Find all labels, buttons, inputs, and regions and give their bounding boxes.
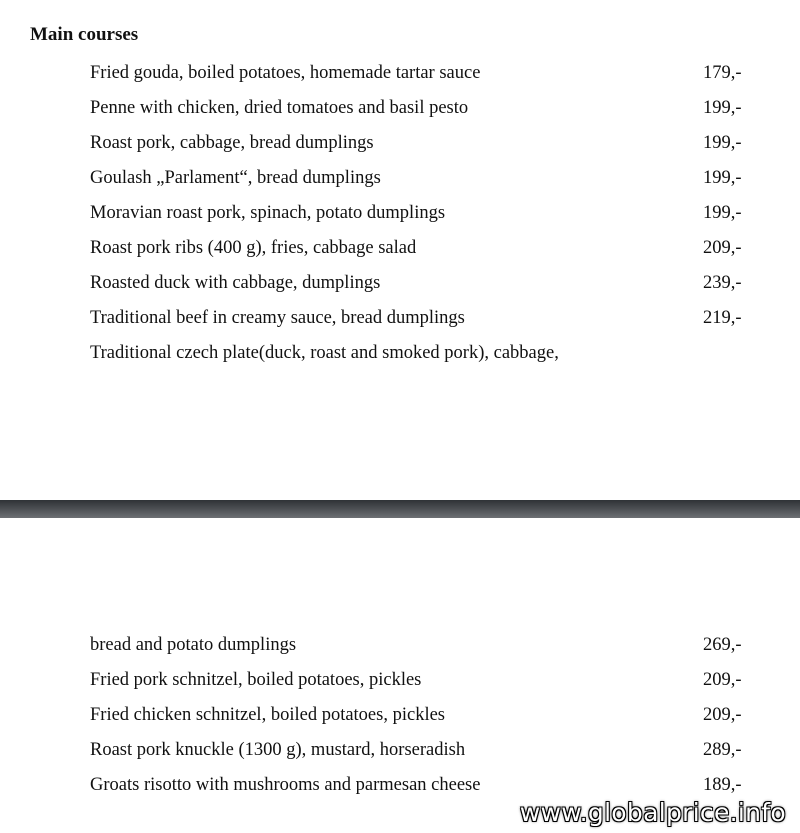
dish-name: Fried gouda, boiled potatoes, homemade tartar sauce bbox=[90, 63, 481, 83]
menu-item bbox=[90, 235, 750, 261]
menu-item bbox=[90, 632, 750, 658]
menu-item bbox=[90, 772, 750, 798]
dish-name: Fried pork schnitzel, boiled potatoes, pickles bbox=[90, 670, 422, 690]
dish-name: Traditional czech plate(duck, roast and smoked pork), cabbage, bbox=[90, 343, 559, 363]
dish-name: Traditional beef in creamy sauce, bread dumplings bbox=[90, 308, 465, 328]
dish-price: 199,- bbox=[703, 168, 742, 188]
menu-item bbox=[90, 60, 750, 86]
menu-item bbox=[90, 667, 750, 693]
dish-name: Goulash „Parlament“, bread dumplings bbox=[90, 168, 381, 188]
dish-name: Roast pork knuckle (1300 g), mustard, horseradish bbox=[90, 740, 466, 760]
menu-item bbox=[90, 270, 750, 296]
dish-price: 209,- bbox=[703, 705, 742, 725]
dish-price: 199,- bbox=[703, 98, 742, 118]
dish-price: 199,- bbox=[703, 203, 742, 223]
watermark-text: www.globalprice.info bbox=[519, 798, 786, 827]
menu-item bbox=[90, 200, 750, 226]
menu-item bbox=[90, 130, 750, 156]
menu-item bbox=[90, 95, 750, 121]
menu-item bbox=[90, 702, 750, 728]
dish-price: 219,- bbox=[703, 308, 742, 328]
menu-page-2 bbox=[0, 518, 800, 833]
dish-name: Roast pork, cabbage, bread dumplings bbox=[90, 133, 374, 153]
dish-name: Groats risotto with mushrooms and parmesan cheese bbox=[90, 775, 481, 795]
dish-price: 239,- bbox=[703, 273, 742, 293]
menu-item bbox=[90, 305, 750, 331]
dish-name: Roasted duck with cabbage, dumplings bbox=[90, 273, 381, 293]
dish-price: 209,- bbox=[703, 670, 742, 690]
section-heading: Main courses bbox=[30, 24, 139, 45]
dish-name: bread and potato dumplings bbox=[90, 635, 297, 655]
dish-price: 289,- bbox=[703, 740, 742, 760]
menu-item bbox=[90, 340, 750, 366]
page-break-separator bbox=[0, 500, 800, 518]
dish-name: Fried chicken schnitzel, boiled potatoes, pickles bbox=[90, 705, 445, 725]
dish-price: 269,- bbox=[703, 635, 742, 655]
menu-item bbox=[90, 165, 750, 191]
menu-item bbox=[90, 737, 750, 763]
dish-name: Roast pork ribs (400 g), fries, cabbage salad bbox=[90, 238, 417, 258]
dish-price: 189,- bbox=[703, 775, 742, 795]
dish-name: Penne with chicken, dried tomatoes and basil pesto bbox=[90, 98, 469, 118]
dish-price: 199,- bbox=[703, 133, 742, 153]
dish-price: 209,- bbox=[703, 238, 742, 258]
dish-name: Moravian roast pork, spinach, potato dumplings bbox=[90, 203, 446, 223]
dish-price: 179,- bbox=[703, 63, 742, 83]
